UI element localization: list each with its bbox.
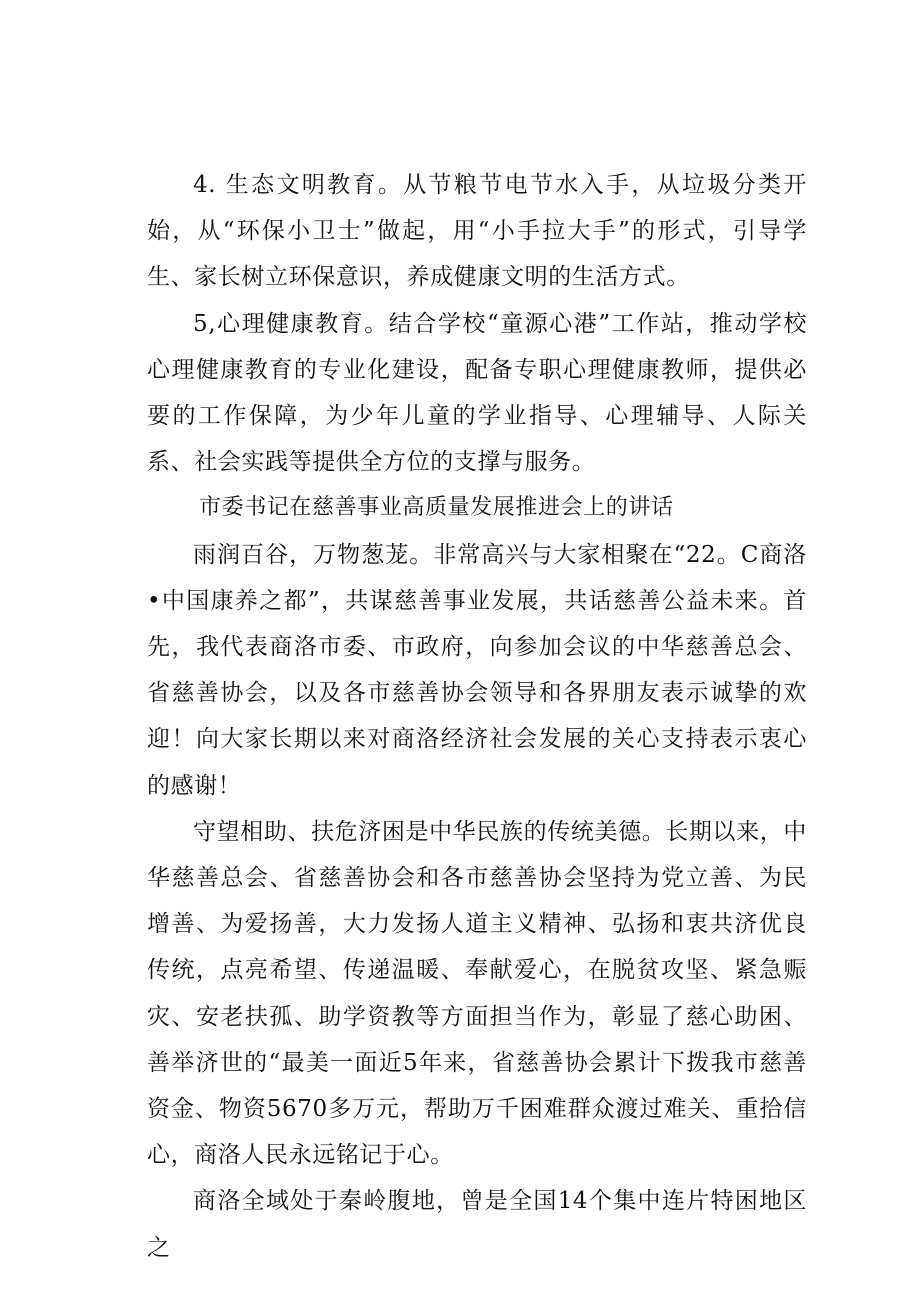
paragraph-charity-tradition: 守望相助、扶危济困是中华民族的传统美德。长期以来，中华慈善总会、省慈善协会和各市慈善协会坚持为党立善、为民增善、为爱扬善，大力发扬人道主义精神、弘扬和衷共济优良传统，点亮希望、传递温暖、奉献爱心，在脱贫攻坚、紧急赈灾、安老扶孤、助学资教等方面担当作为，彰显了慈心助困、善举济世的“最美一面近5年来，省慈善协会累计下拨我市慈善资金、物资5670多万元，帮助万千困难群众渡过难关、重拾信心，商洛人民永远铭记于心。 (147, 818, 807, 1169)
paragraph-shangluo-region: 商洛全域处于秦岭腹地，曾是全国14个集中连片特困地区之 (147, 1188, 807, 1261)
paragraph-ecological-education: 4. 生态文明教育。从节粮节电节水入手，从垃圾分类开始，从“环保小卫士”做起，用“小手拉大手”的形式，引导学生、家长树立环保意识，养成健康文明的生活方式。 (147, 172, 807, 291)
speech-title: 市委书记在慈善事业高质量发展推进会上的讲话 (199, 495, 674, 521)
paragraph-mental-health-education: 5,心理健康教育。结合学校“童源心港”工作站，推动学校心理健康教育的专业化建设，配备专职心理健康教师，提供必要的工作保障，为少年儿童的学业指导、心理辅导、人际关系、社会实践等提供全方位的支撑与服务。 (147, 310, 807, 476)
document-body (147, 162, 807, 1271)
paragraph-speech-opening: 雨润百谷，万物葱茏。非常高兴与大家相聚在“22。C商洛•中国康养之都”，共谋慈善事业发展，共话慈善公益未来。首先，我代表商洛市委、市政府，向参加会议的中华慈善总会、省慈善协会，以及各市慈善协会领导和各界朋友表示诚挚的欢迎！向大家长期以来对商洛经济社会发展的关心支持表示衷心的感谢！ (147, 541, 807, 799)
